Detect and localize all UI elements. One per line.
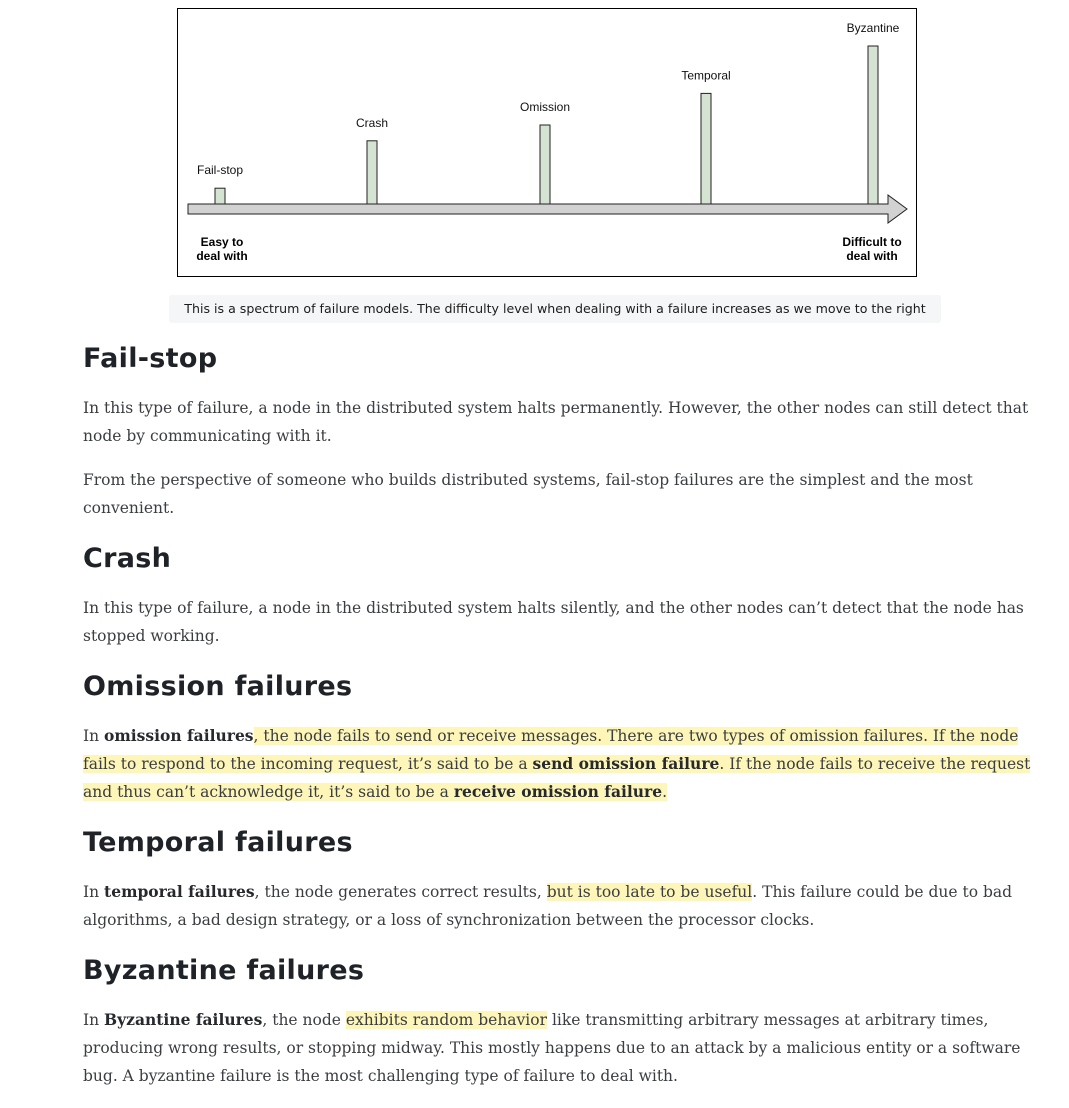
paragraph-fail-stop-1: In this type of failure, a node in the distributed system halts permanently. However, the other nodes can still detect that node by communicating with it. [83,399,1029,445]
difficult-label-line1: Difficult to [842,235,902,249]
paragraph-fail-stop-2: From the perspective of someone who builds distributed systems, fail-stop failures are the simplest and the most convenient. [83,471,973,517]
heading-temporal: Temporal failures [83,827,353,858]
text-run: In [83,727,105,745]
bar-label-crash: Crash [355,115,389,130]
failure-spectrum-diagram [178,9,918,278]
paragraph-crash: In this type of failure, a node in the distributed system halts silently, and the other nodes can’t detect that the node has stopped working. [83,599,1024,645]
heading-omission: Omission failures [83,671,353,702]
failure-spectrum-figure [177,8,917,277]
term-temporal-failures: temporal failures [104,882,255,901]
bar-label-omission: Omission [519,100,571,114]
text-run: like transmitting arbitrary messages at arbitrary times, producing wrong results, or stopping midway. This mostly happens due to an attack by a malicious entity or a software bug. A byzantine failure is the most challenging type of failure to deal with. [83,1011,1021,1085]
paragraph-omission [83,722,1033,806]
highlight: but is too late to be useful [546,883,753,901]
easy-label-line1: Easy to [200,235,244,249]
bar-label-fail-stop: Fail-stop [196,163,244,178]
bar-omission [540,125,550,204]
text-run: . This failure could be due to bad algorithms, a bad design strategy, or a loss of synchronization between the processor clocks. [83,883,1013,929]
text-run: , the node generates correct results, [254,883,547,901]
highlight: exhibits random behavior [345,1011,548,1029]
term-omission-failures: omission failures [104,726,254,745]
text-run: , the node [262,1011,346,1029]
paragraph-temporal [83,878,1033,934]
figure-caption: This is a spectrum of failure models. The difficulty level when dealing with a failure increases as we move to the right [169,295,941,323]
text-run: In [83,1011,105,1029]
heading-crash: Crash [83,543,172,574]
difficult-label-line2: deal with [846,249,898,263]
term-byzantine-failures: Byzantine failures [104,1010,263,1029]
text-run: . [662,783,668,801]
text-run: , the node fails to send or receive messages. There are two types of omission failures. If the node fails to respond to the incoming request, it’s said to be a [83,727,1019,773]
heading-fail-stop: Fail-stop [83,343,218,374]
bar-crash [367,141,377,204]
text-run: . If the node fails to receive the request and thus can’t acknowledge it, it’s said to be a [83,755,1031,801]
heading-byzantine: Byzantine failures [83,955,365,986]
text-run: In [83,883,105,901]
term-send-omission: send omission failure [532,754,720,773]
easy-label-line2: deal with [196,249,248,263]
bar-temporal [701,93,711,204]
term-receive-omission: receive omission failure [453,782,663,801]
bar-fail-stop [215,188,225,204]
bar-label-temporal: Temporal [681,68,731,83]
bar-byzantine [868,46,878,204]
paragraph-byzantine [83,1006,1033,1090]
bar-label-byzantine: Byzantine [846,21,900,35]
